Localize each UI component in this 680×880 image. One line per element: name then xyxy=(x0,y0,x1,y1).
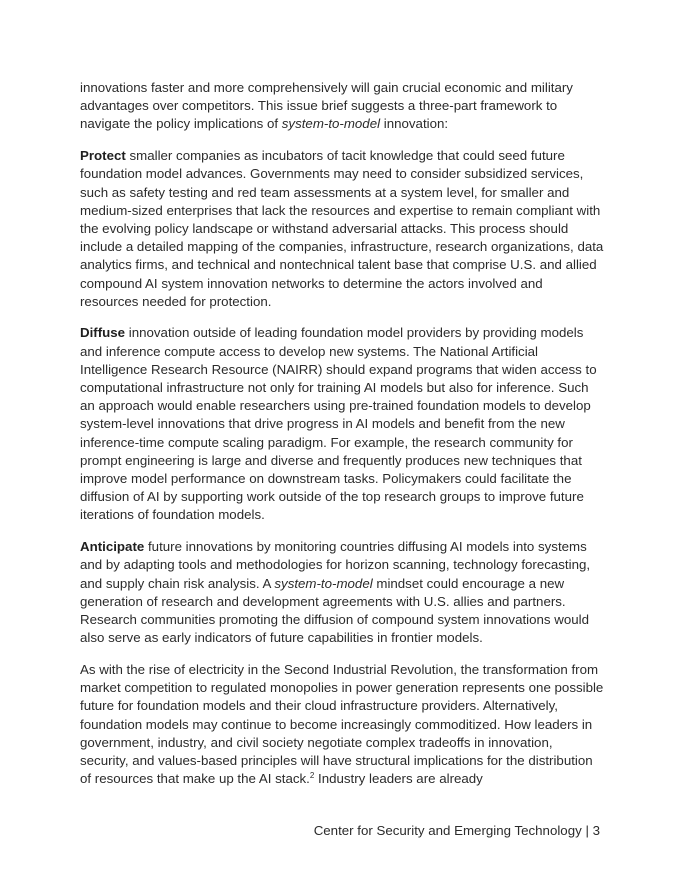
protect-text: smaller companies as incubators of tacit knowledge that could seed future foundation model advances. Governments may need to consider subsidized services, such as safety testing and red team assessments at a system level, for smaller and medium-sized enterprises that lack the resources and expertise to remain compliant with the evolving policy landscape or withstand adversarial attacks. This process should include a detailed mapping of the companies, infrastructure, research organizations, data analytics firms, and technical and nontechnical talent base that comprise U.S. and allied compound AI system innovation networks to determine the actors involved and resources needed for protection. xyxy=(80,148,604,309)
diffuse-lead: Diffuse xyxy=(80,325,126,341)
anticipate-emphasis: system-to-model xyxy=(274,575,373,591)
intro-emphasis: system-to-model xyxy=(281,116,381,132)
closing-text-end: Industry leaders are already xyxy=(314,771,483,787)
page-number: 3 xyxy=(592,823,600,838)
closing-paragraph xyxy=(80,661,604,788)
diffuse-paragraph xyxy=(80,324,604,524)
diffuse-text: innovation outside of leading foundation model providers by providing models and inference compute access to develop new systems. The National Artificial Intelligence Research Resource (NAIRR) should expand programs that widen access to computational infrastructure not only for training AI models but also for inference. Such an approach would enable researchers using pre-trained foundation models to develop system-level innovations that drive progress in AI models and benefit from the new inference-time compute scaling paradigm. For example, the research community for prompt engineering is large and diverse and frequently produces new techniques that improve model performance on downstream tasks. Policymakers could facilitate the diffusion of AI by supporting work outside of the top research groups to improve future iterations of foundation models. xyxy=(80,325,597,523)
anticipate-lead: Anticipate xyxy=(80,539,145,555)
document-body xyxy=(80,79,604,802)
footer-organization: Center for Security and Emerging Technology xyxy=(313,823,582,838)
protect-paragraph xyxy=(80,147,604,311)
intro-text-end: innovation: xyxy=(380,116,449,132)
protect-lead: Protect xyxy=(80,148,126,164)
footer-separator: | xyxy=(581,823,593,838)
intro-paragraph xyxy=(80,79,604,134)
intro-text: innovations faster and more comprehensively will gain crucial economic and military advantages over competitors. This issue brief suggests a three-part framework to navigate the policy implications of xyxy=(80,80,573,132)
anticipate-text: future innovations by monitoring countries diffusing AI models into systems and by adapting tools and methodologies for horizon scanning, technology forecasting, and supply chain risk analysis. A xyxy=(80,539,591,591)
page-footer xyxy=(314,822,600,840)
anticipate-text-end: mindset could encourage a new generation of research and development agreements with U.S. allies and partners. Research communities promoting the diffusion of compound system innovations would also serve as early indicators of future capabilities in frontier models. xyxy=(80,575,589,646)
footnote-reference[interactable]: 2 xyxy=(309,771,315,781)
closing-text: As with the rise of electricity in the Second Industrial Revolution, the transformation from market competition to regulated monopolies in power generation represents one possible future for foundation models and their cloud infrastructure providers. Alternatively, foundation models may continue to become increasingly commoditized. How leaders in government, industry, and civil society negotiate complex tradeoffs in innovation, security, and values-based principles will have structural implications for the distribution of resources that make up the AI stack. xyxy=(80,661,604,787)
anticipate-paragraph xyxy=(80,538,604,647)
